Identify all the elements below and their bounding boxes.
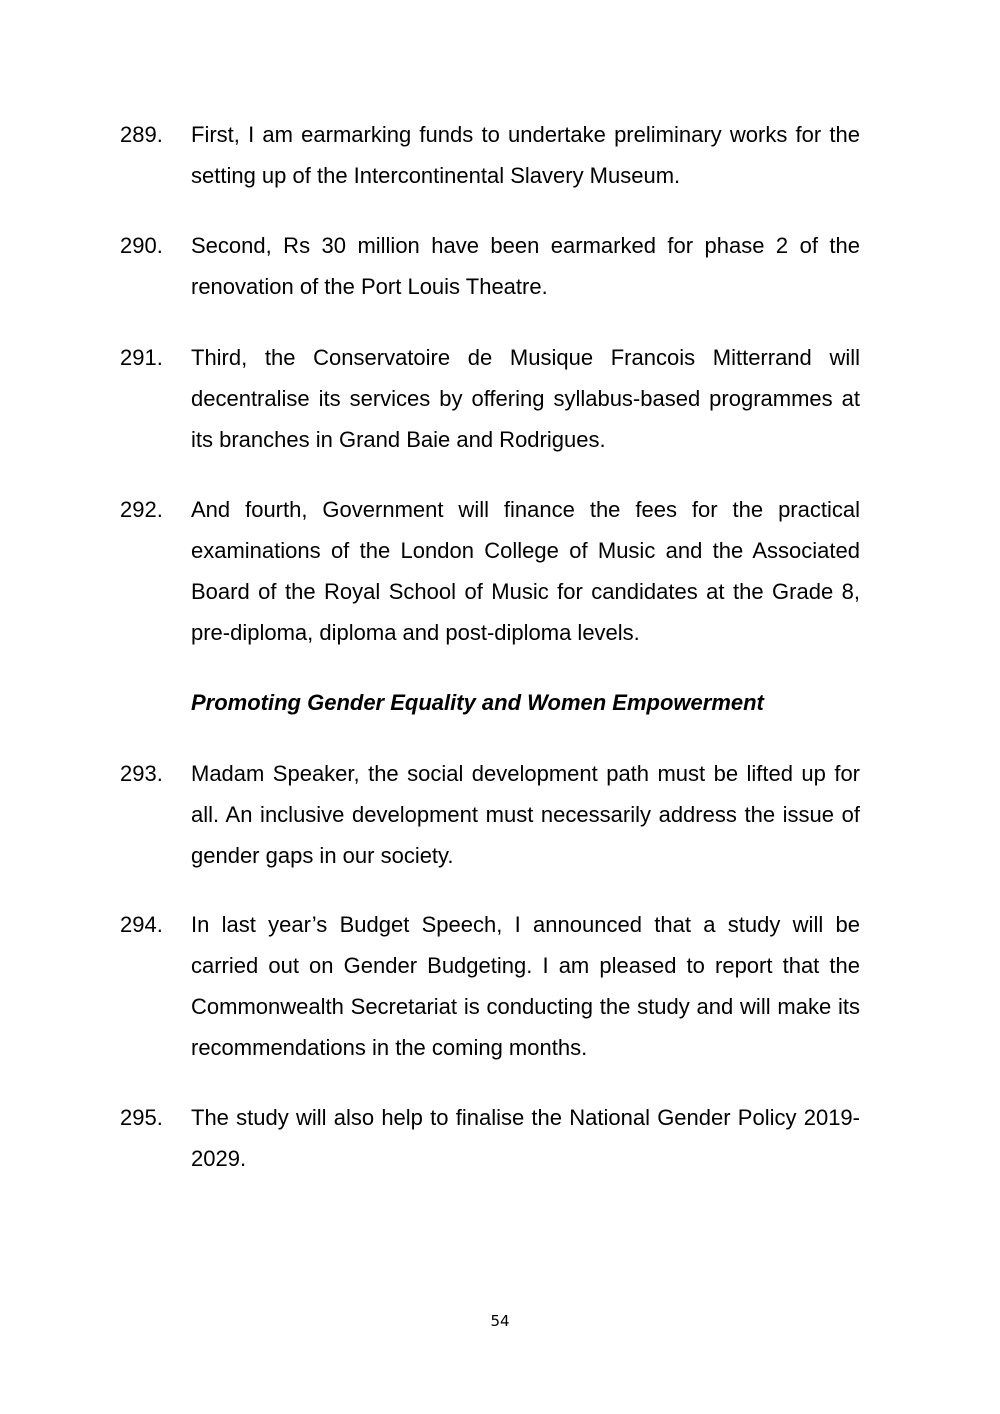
- paragraph-290: [120, 225, 860, 307]
- paragraph-text: Madam Speaker, the social development path must be lifted up for all. An inclusive development must necessarily address the issue of gender gaps in our society.: [191, 761, 860, 868]
- paragraph-number: 293.: [120, 761, 163, 786]
- paragraph-295: [120, 1097, 860, 1179]
- paragraph-text: In last year’s Budget Speech, I announced that a study will be carried out on Gender Budgeting. I am pleased to report that the Commonwealth Secretariat is conducting the study and will make its recommendations in the coming months.: [191, 912, 860, 1060]
- paragraph-number: 295.: [120, 1105, 163, 1130]
- paragraph-text: Second, Rs 30 million have been earmarked for phase 2 of the renovation of the Port Louis Theatre.: [191, 233, 860, 299]
- paragraph-number: 289.: [120, 122, 163, 147]
- paragraph-number: 294.: [120, 912, 163, 937]
- paragraph-number: 290.: [120, 233, 163, 258]
- paragraph-text: Third, the Conservatoire de Musique Francois Mitterrand will decentralise its services by offering syllabus-based programmes at its branches in Grand Baie and Rodrigues.: [191, 345, 860, 452]
- paragraph-text: First, I am earmarking funds to undertake preliminary works for the setting up of the Intercontinental Slavery Museum.: [191, 122, 860, 188]
- paragraph-number: 291.: [120, 345, 163, 370]
- paragraph-number: 292.: [120, 497, 163, 522]
- page-number: 54: [490, 1312, 510, 1330]
- paragraph-294: [120, 904, 860, 1068]
- paragraph-292: [120, 489, 860, 653]
- paragraph-text: The study will also help to finalise the National Gender Policy 2019-2029.: [191, 1105, 860, 1171]
- paragraph-text: And fourth, Government will finance the fees for the practical examinations of the London College of Music and the Associated Board of the Royal School of Music for candidates at the Grade 8, pre-diploma, diploma and post-diploma levels.: [191, 497, 860, 645]
- paragraph-293: [120, 753, 860, 876]
- paragraph-289: [120, 114, 860, 196]
- paragraph-291: [120, 337, 860, 460]
- section-heading: Promoting Gender Equality and Women Empowerment: [191, 690, 764, 715]
